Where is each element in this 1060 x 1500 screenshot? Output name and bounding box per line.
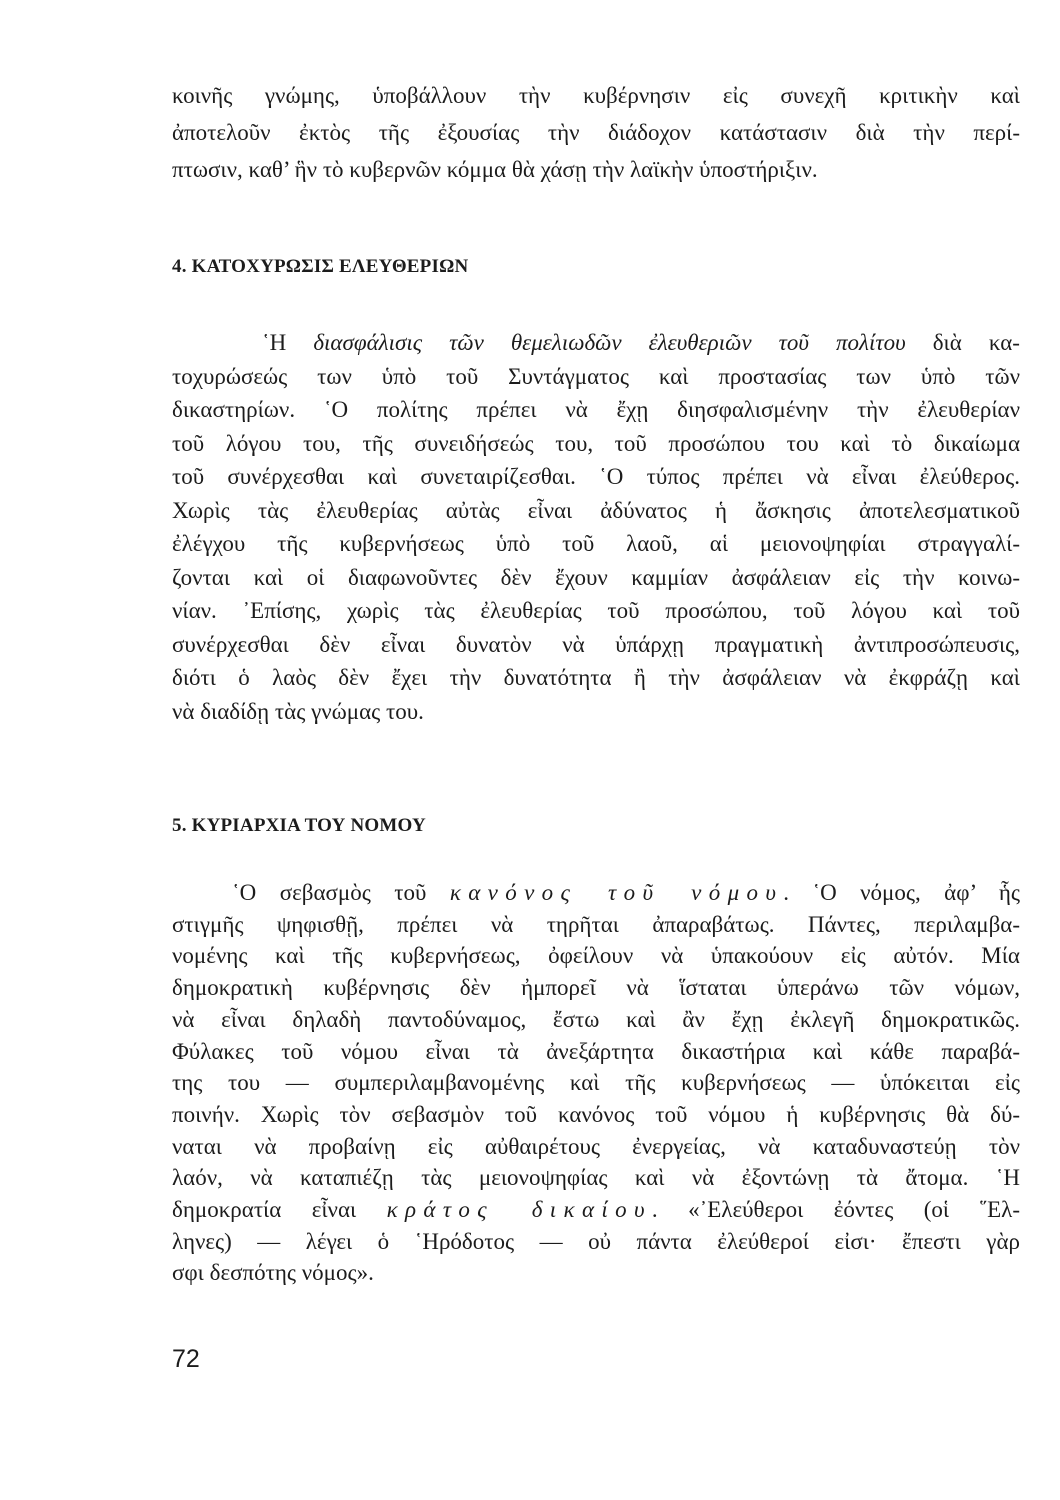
- text-line: ἀποτελοῦν ἐκτὸς τῆς ἐξουσίας τὴν διάδοχον κατάστασιν διὰ τὴν περί-: [172, 120, 1020, 145]
- page-number: 72: [172, 1345, 200, 1373]
- text-segment: ῾Η: [262, 330, 314, 355]
- text-line: Φύλακες τοῦ νόμου εἶναι τὰ ἀνεξάρτητα δικαστήρια καὶ κάθε παραβά-: [172, 1038, 1020, 1064]
- text-line: [172, 877, 1020, 909]
- text-segment: . ῾Ο νόμος, ἀφ’ ἧς: [783, 880, 1020, 905]
- text-line: νὰ διαδίδῃ τὰς γνώμας του.: [172, 698, 424, 724]
- paragraph-section-4: [172, 326, 1020, 728]
- text-line: στιγμῆς ψηφισθῇ, πρέπει νὰ τηρῆται ἀπαραβάτως. Πάντες, περιλαμβα-: [172, 911, 1020, 937]
- text-line: ναται νὰ προβαίνῃ εἰς αὐθαιρέτους ἐνεργείας, νὰ καταδυναστεύῃ τὸν: [172, 1133, 1020, 1159]
- paragraph-section-5: [172, 877, 1020, 1289]
- text-line: τοχυρώσεώς των ὑπὸ τοῦ Συντάγματος καὶ προστασίας των ὑπὸ τῶν: [172, 363, 1020, 389]
- text-line: πτωσιν, καθ’ ἣν τὸ κυβερνῶν κόμμα θὰ χάσῃ τὴν λαϊκὴν ὑποστήριξιν.: [172, 157, 818, 182]
- text-line: νομένης καὶ τῆς κυβερνήσεως, ὀφείλουν νὰ ὑπακούουν εἰς αὐτόν. Μία: [172, 943, 1020, 969]
- text-line: [172, 326, 1020, 360]
- text-line: ποινήν. Χωρὶς τὸν σεβασμὸν τοῦ κανόνος τοῦ νόμου ἡ κυβέρνησις θὰ δύ-: [172, 1101, 1020, 1127]
- emphasized-text: διασφάλισις τῶν θεμελιωδῶν ἐλευθεριῶν τοῦ πολίτου: [313, 330, 906, 355]
- text-segment: ῾Ο σεβασμὸς τοῦ: [232, 880, 450, 905]
- text-line: Χωρὶς τὰς ἐλευθερίας αὐτὰς εἶναι ἀδύνατος ἡ ἄσκησις ἀποτελεσματικοῦ: [172, 497, 1020, 523]
- text-line: ἐλέγχου τῆς κυβερνήσεως ὑπὸ τοῦ λαοῦ, αἱ μειονοψηφίαι στραγγαλί-: [172, 531, 1020, 556]
- text-line: συνέρχεσθαι δὲν εἶναι δυνατὸν νὰ ὑπάρχῃ πραγματικὴ ἀντιπροσώπευσις,: [172, 631, 1020, 657]
- text-segment: δημοκρατία εἶναι: [172, 1197, 387, 1223]
- text-line: σφι δεσπότης νόμος».: [172, 1260, 374, 1286]
- text-line: διότι ὁ λαὸς δὲν ἔχει τὴν δυνατότητα ἢ τὴν ἀσφάλειαν νὰ ἐκφράζῃ καὶ: [172, 665, 1020, 690]
- text-line: τοῦ συνέρχεσθαι καὶ συνεταιρίζεσθαι. ῾Ο τύπος πρέπει νὰ εἶναι ἐλεύθερος.: [172, 464, 1020, 489]
- text-line: νὰ εἶναι δηλαδὴ παντοδύναμος, ἔστω καὶ ἂν ἔχῃ ἐκλεγῆ δημοκρατικῶς.: [172, 1006, 1020, 1032]
- paragraph-continuation: [172, 77, 1020, 188]
- text-line: τοῦ λόγου του, τῆς συνειδήσεώς του, τοῦ προσώπου του καὶ τὸ δικαίωμα: [172, 430, 1020, 456]
- emphasized-text: κράτος δικαίου: [386, 1197, 652, 1223]
- text-line: δικαστηρίων. ῾Ο πολίτης πρέπει νὰ ἔχῃ διησφαλισμένην τὴν ἐλευθερίαν: [172, 397, 1020, 422]
- text-segment: διὰ κα-: [905, 330, 1020, 355]
- text-line: [172, 1194, 1020, 1226]
- text-line: δημοκρατικὴ κυβέρνησις δὲν ἠμπορεῖ νὰ ἵσταται ὑπεράνω τῶν νόμων,: [172, 975, 1020, 1001]
- text-line: ζονται καὶ οἱ διαφωνοῦντες δὲν ἔχουν καμμίαν ἀσφάλειαν εἰς τὴν κοινω-: [172, 564, 1020, 590]
- text-line: νίαν. ᾽Επίσης, χωρὶς τὰς ἐλευθερίας τοῦ προσώπου, τοῦ λόγου καὶ τοῦ: [172, 598, 1020, 623]
- text-segment: . «᾽Ελεύθεροι ἐόντες (οἱ ῞Ελ-: [651, 1197, 1020, 1223]
- text-line: της του — συμπεριλαμβανομένης καὶ τῆς κυβερνήσεως — ὑπόκειται εἰς: [172, 1070, 1020, 1096]
- text-line: λαόν, νὰ καταπιέζῃ τὰς μειονοψηφίας καὶ νὰ ἐξοντώνῃ τὰ ἄτομα. ῾Η: [172, 1165, 1020, 1191]
- text-line: κοινῆς γνώμης, ὑποβάλλουν τὴν κυβέρνησιν εἰς συνεχῆ κριτικὴν καὶ: [172, 83, 1020, 108]
- text-line: ληνες) — λέγει ὁ ῾Ηρόδοτος — οὐ πάντα ἐλεύθεροί εἰσι· ἔπεστι γὰρ: [172, 1228, 1020, 1254]
- emphasized-text: κανόνος τοῦ νόμου: [449, 880, 784, 905]
- section-heading-5: 5. ΚΥΡΙΑΡΧΙΑ ΤΟΥ ΝΟΜΟΥ: [172, 815, 426, 836]
- section-heading-4: 4. ΚΑΤΟΧΥΡΩΣΙΣ ΕΛΕΥΘΕΡΙΩΝ: [172, 256, 469, 277]
